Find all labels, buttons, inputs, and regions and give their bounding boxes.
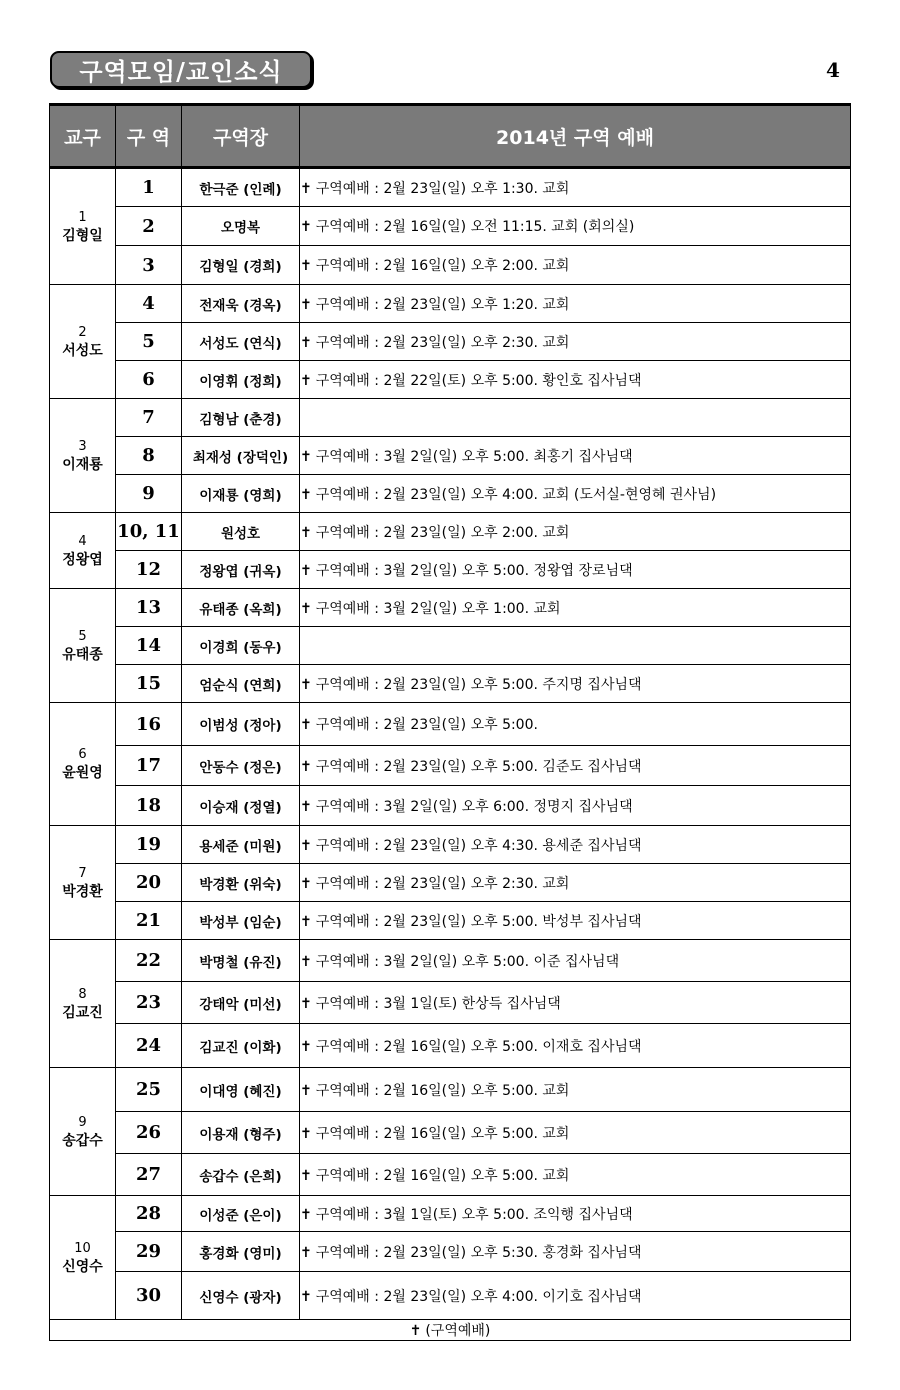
table-row bbox=[50, 627, 851, 665]
service-info bbox=[300, 246, 851, 285]
district-cell bbox=[50, 1196, 116, 1320]
header-district: 교구 bbox=[50, 105, 116, 168]
district-number: 3 bbox=[78, 438, 87, 454]
cross-icon: ✝ bbox=[300, 600, 312, 617]
group-number: 10, 11 bbox=[116, 513, 182, 551]
service-info bbox=[300, 437, 851, 475]
table-row bbox=[50, 786, 851, 826]
district-cell bbox=[50, 826, 116, 940]
table-row bbox=[50, 1196, 851, 1232]
service-info bbox=[300, 1068, 851, 1112]
service-text: 구역예배 : 2월 23일(일) 오후 4:30. 용세준 집사님댁 bbox=[315, 837, 642, 854]
cross-icon: ✝ bbox=[300, 676, 312, 693]
district-number: 2 bbox=[78, 324, 87, 340]
group-leader: 김교진 (이화) bbox=[182, 1024, 300, 1068]
table-row bbox=[50, 940, 851, 982]
group-leader: 강태악 (미선) bbox=[182, 982, 300, 1024]
service-info bbox=[300, 1196, 851, 1232]
group-leader: 신영수 (광자) bbox=[182, 1272, 300, 1320]
group-number: 13 bbox=[116, 589, 182, 627]
district-cell bbox=[50, 589, 116, 703]
service-text: 구역예배 : 2월 16일(일) 오후 5:00. 교회 bbox=[315, 1125, 570, 1142]
group-leader: 최재성 (장덕인) bbox=[182, 437, 300, 475]
group-leader: 이용재 (형주) bbox=[182, 1112, 300, 1154]
cross-icon: ✝ bbox=[300, 875, 312, 892]
district-cell bbox=[50, 703, 116, 826]
service-text: 구역예배 : 2월 23일(일) 오후 5:00. bbox=[315, 717, 538, 733]
group-leader: 전재욱 (경옥) bbox=[182, 285, 300, 323]
table-row bbox=[50, 1272, 851, 1320]
group-leader: 박경환 (위숙) bbox=[182, 864, 300, 902]
service-text: 구역예배 : 3월 2일(일) 오후 6:00. 정명지 집사님댁 bbox=[315, 798, 633, 815]
group-number: 20 bbox=[116, 864, 182, 902]
district-number: 10 bbox=[74, 1240, 91, 1256]
service-info bbox=[300, 746, 851, 786]
group-number: 25 bbox=[116, 1068, 182, 1112]
service-text: 구역예배 : 3월 2일(일) 오후 5:00. 최홍기 집사님댁 bbox=[315, 448, 633, 465]
cross-icon: ✝ bbox=[300, 448, 312, 465]
district-cell bbox=[50, 940, 116, 1068]
group-leader: 이경희 (동우) bbox=[182, 627, 300, 665]
table-row bbox=[50, 513, 851, 551]
district-number: 1 bbox=[78, 209, 87, 225]
header-service: 2014년 구역 예배 bbox=[300, 105, 851, 168]
service-text: 구역예배 : 2월 16일(일) 오후 2:00. 교회 bbox=[315, 258, 570, 274]
cross-icon: ✝ bbox=[300, 1244, 312, 1261]
group-number: 15 bbox=[116, 665, 182, 703]
service-text: 구역예배 : 2월 23일(일) 오후 4:00. 이기호 집사님댁 bbox=[315, 1288, 642, 1305]
group-leader: 엄순식 (연희) bbox=[182, 665, 300, 703]
legend bbox=[50, 1320, 851, 1341]
service-text: 구역예배 : 2월 23일(일) 오후 5:00. 주지명 집사님댁 bbox=[315, 676, 642, 693]
service-info bbox=[300, 475, 851, 513]
service-text: 구역예배 : 3월 2일(일) 오후 5:00. 정왕엽 장로님댁 bbox=[315, 562, 633, 579]
service-info bbox=[300, 703, 851, 746]
service-text: 구역예배 : 2월 23일(일) 오후 1:30. 교회 bbox=[315, 180, 570, 197]
cross-icon: ✝ bbox=[300, 334, 312, 351]
cross-icon: ✝ bbox=[300, 1038, 312, 1055]
table-header-row bbox=[50, 105, 851, 168]
service-info bbox=[300, 1232, 851, 1272]
group-number: 3 bbox=[116, 246, 182, 285]
service-text: 구역예배 : 3월 2일(일) 오후 5:00. 이준 집사님댁 bbox=[315, 953, 620, 970]
service-info bbox=[300, 551, 851, 589]
district-pastor: 김형일 bbox=[62, 227, 103, 244]
service-info bbox=[300, 285, 851, 323]
service-info bbox=[300, 940, 851, 982]
service-text: 구역예배 : 3월 1일(토) 오후 5:00. 조익행 집사님댁 bbox=[315, 1206, 633, 1223]
service-text: 구역예배 : 2월 23일(일) 오후 5:30. 홍경화 집사님댁 bbox=[315, 1244, 642, 1261]
group-leader: 용세준 (미원) bbox=[182, 826, 300, 864]
group-number: 30 bbox=[116, 1272, 182, 1320]
group-number: 5 bbox=[116, 323, 182, 361]
table-row bbox=[50, 1112, 851, 1154]
service-info bbox=[300, 1024, 851, 1068]
service-text: 구역예배 : 2월 16일(일) 오후 5:00. 교회 bbox=[315, 1167, 570, 1184]
table-row bbox=[50, 589, 851, 627]
cross-icon: ✝ bbox=[300, 219, 312, 235]
table-row bbox=[50, 1068, 851, 1112]
service-info bbox=[300, 1272, 851, 1320]
group-number: 2 bbox=[116, 207, 182, 246]
district-cell bbox=[50, 399, 116, 513]
group-number: 24 bbox=[116, 1024, 182, 1068]
table-row bbox=[50, 475, 851, 513]
service-text: 구역예배 : 3월 1일(토) 한상득 집사님댁 bbox=[315, 995, 561, 1012]
table-row bbox=[50, 746, 851, 786]
table-row bbox=[50, 1154, 851, 1196]
cross-icon: ✝ bbox=[300, 758, 312, 775]
district-pastor: 이재룡 bbox=[62, 456, 103, 473]
table-row bbox=[50, 665, 851, 703]
cross-icon: ✝ bbox=[300, 296, 312, 313]
service-text: 구역예배 : 2월 23일(일) 오후 2:30. 교회 bbox=[315, 875, 570, 892]
group-number: 29 bbox=[116, 1232, 182, 1272]
service-info bbox=[300, 513, 851, 551]
district-cell bbox=[50, 285, 116, 399]
cross-icon: ✝ bbox=[300, 486, 312, 503]
page-number: 4 bbox=[826, 58, 840, 82]
header-leader: 구역장 bbox=[182, 105, 300, 168]
district-number: 6 bbox=[78, 747, 87, 762]
district-pastor: 서성도 bbox=[62, 342, 103, 359]
group-number: 27 bbox=[116, 1154, 182, 1196]
group-number: 1 bbox=[116, 168, 182, 207]
group-number: 22 bbox=[116, 940, 182, 982]
table-row bbox=[50, 207, 851, 246]
service-info bbox=[300, 1112, 851, 1154]
group-leader: 박성부 (임순) bbox=[182, 902, 300, 940]
table-row bbox=[50, 285, 851, 323]
group-leader: 안동수 (정은) bbox=[182, 746, 300, 786]
group-number: 23 bbox=[116, 982, 182, 1024]
district-pastor: 신영수 bbox=[62, 1258, 103, 1275]
district-number: 7 bbox=[78, 865, 87, 881]
cross-icon: ✝ bbox=[300, 717, 312, 733]
district-pastor: 김교진 bbox=[62, 1004, 103, 1021]
service-info bbox=[300, 826, 851, 864]
group-leader: 김형일 (경희) bbox=[182, 246, 300, 285]
service-info bbox=[300, 589, 851, 627]
table-row bbox=[50, 826, 851, 864]
district-number: 8 bbox=[78, 986, 87, 1002]
service-info bbox=[300, 982, 851, 1024]
cross-icon: ✝ bbox=[300, 1206, 312, 1223]
table-row bbox=[50, 703, 851, 746]
cross-icon: ✝ bbox=[409, 1323, 422, 1339]
service-text: 구역예배 : 2월 23일(일) 오후 4:00. 교회 (도서실-현영혜 권사님) bbox=[315, 486, 717, 503]
section-title: 구역모임/교인소식 bbox=[50, 51, 312, 88]
cross-icon: ✝ bbox=[300, 524, 312, 541]
cross-icon: ✝ bbox=[300, 1082, 312, 1099]
group-number: 17 bbox=[116, 746, 182, 786]
service-info bbox=[300, 207, 851, 246]
group-number: 19 bbox=[116, 826, 182, 864]
group-number: 12 bbox=[116, 551, 182, 589]
group-leader: 홍경화 (영미) bbox=[182, 1232, 300, 1272]
group-leader: 박명철 (유진) bbox=[182, 940, 300, 982]
cross-icon: ✝ bbox=[300, 372, 312, 389]
service-info bbox=[300, 902, 851, 940]
table-row bbox=[50, 551, 851, 589]
header-group: 구 역 bbox=[116, 105, 182, 168]
group-leader: 이승재 (정열) bbox=[182, 786, 300, 826]
district-cell bbox=[50, 168, 116, 285]
group-number: 21 bbox=[116, 902, 182, 940]
cross-icon: ✝ bbox=[300, 1167, 312, 1184]
group-leader: 김형남 (춘경) bbox=[182, 399, 300, 437]
district-cell bbox=[50, 1068, 116, 1196]
district-pastor: 윤원영 bbox=[62, 765, 103, 781]
cross-icon: ✝ bbox=[300, 180, 312, 197]
group-leader: 이성준 (은이) bbox=[182, 1196, 300, 1232]
district-pastor: 송갑수 bbox=[62, 1132, 103, 1149]
table-row bbox=[50, 168, 851, 207]
service-info bbox=[300, 1154, 851, 1196]
service-text: 구역예배 : 2월 16일(일) 오후 5:00. 이재호 집사님댁 bbox=[315, 1038, 642, 1055]
service-text: 구역예배 : 2월 23일(일) 오후 2:00. 교회 bbox=[315, 524, 570, 541]
group-leader: 서성도 (연식) bbox=[182, 323, 300, 361]
group-number: 14 bbox=[116, 627, 182, 665]
service-text: 구역예배 : 2월 23일(일) 오후 5:00. 박성부 집사님댁 bbox=[315, 913, 642, 930]
service-text: 구역예배 : 2월 16일(일) 오후 5:00. 교회 bbox=[315, 1082, 570, 1099]
group-leader: 원성호 bbox=[182, 513, 300, 551]
cross-icon: ✝ bbox=[300, 1125, 312, 1142]
group-leader: 유태종 (옥희) bbox=[182, 589, 300, 627]
cross-icon: ✝ bbox=[300, 1288, 312, 1305]
group-number: 8 bbox=[116, 437, 182, 475]
group-leader: 이재룡 (영희) bbox=[182, 475, 300, 513]
service-text: 구역예배 : 3월 2일(일) 오후 1:00. 교회 bbox=[315, 600, 561, 617]
group-leader: 정왕엽 (귀옥) bbox=[182, 551, 300, 589]
group-number: 4 bbox=[116, 285, 182, 323]
table-body bbox=[50, 168, 851, 1320]
group-leader: 이영휘 (정희) bbox=[182, 361, 300, 399]
group-leader: 송갑수 (은희) bbox=[182, 1154, 300, 1196]
table-row bbox=[50, 246, 851, 285]
table-row bbox=[50, 864, 851, 902]
service-text: 구역예배 : 2월 23일(일) 오후 2:30. 교회 bbox=[315, 334, 570, 351]
service-text: 구역예배 : 2월 22일(토) 오후 5:00. 황인호 집사님댁 bbox=[315, 372, 642, 389]
group-leader: 이범성 (정아) bbox=[182, 703, 300, 746]
table-row bbox=[50, 399, 851, 437]
service-text: 구역예배 : 2월 16일(일) 오전 11:15. 교회 (회의실) bbox=[315, 219, 635, 235]
service-info bbox=[300, 864, 851, 902]
cross-icon: ✝ bbox=[300, 798, 312, 815]
group-leader: 한극준 (인례) bbox=[182, 168, 300, 207]
district-number: 4 bbox=[78, 533, 87, 549]
group-number: 18 bbox=[116, 786, 182, 826]
table-footer-row bbox=[50, 1320, 851, 1341]
service-info bbox=[300, 627, 851, 665]
district-cell bbox=[50, 513, 116, 589]
district-pastor: 정왕엽 bbox=[62, 551, 103, 568]
table-row bbox=[50, 361, 851, 399]
table-row bbox=[50, 1024, 851, 1068]
cross-icon: ✝ bbox=[300, 258, 312, 274]
cross-icon: ✝ bbox=[300, 562, 312, 579]
table-row bbox=[50, 1232, 851, 1272]
service-info bbox=[300, 361, 851, 399]
group-number: 16 bbox=[116, 703, 182, 746]
district-schedule-table bbox=[49, 103, 851, 1341]
group-number: 6 bbox=[116, 361, 182, 399]
table-row bbox=[50, 323, 851, 361]
service-info bbox=[300, 399, 851, 437]
group-number: 7 bbox=[116, 399, 182, 437]
district-pastor: 유태종 bbox=[62, 646, 103, 663]
cross-icon: ✝ bbox=[300, 995, 312, 1012]
group-number: 28 bbox=[116, 1196, 182, 1232]
cross-icon: ✝ bbox=[300, 953, 312, 970]
district-number: 9 bbox=[78, 1114, 87, 1130]
service-info bbox=[300, 168, 851, 207]
group-leader: 오명복 bbox=[182, 207, 300, 246]
service-text: 구역예배 : 2월 23일(일) 오후 5:00. 김준도 집사님댁 bbox=[315, 758, 642, 775]
table-row bbox=[50, 982, 851, 1024]
service-info bbox=[300, 665, 851, 703]
group-number: 9 bbox=[116, 475, 182, 513]
district-pastor: 박경환 bbox=[62, 883, 103, 900]
cross-icon: ✝ bbox=[300, 913, 312, 930]
service-info bbox=[300, 786, 851, 826]
table-row bbox=[50, 437, 851, 475]
district-number: 5 bbox=[78, 628, 87, 644]
service-text: 구역예배 : 2월 23일(일) 오후 1:20. 교회 bbox=[315, 296, 570, 313]
group-leader: 이대영 (혜진) bbox=[182, 1068, 300, 1112]
cross-icon: ✝ bbox=[300, 837, 312, 854]
table-row bbox=[50, 902, 851, 940]
legend-label: (구역예배) bbox=[425, 1323, 491, 1339]
service-info bbox=[300, 323, 851, 361]
group-number: 26 bbox=[116, 1112, 182, 1154]
